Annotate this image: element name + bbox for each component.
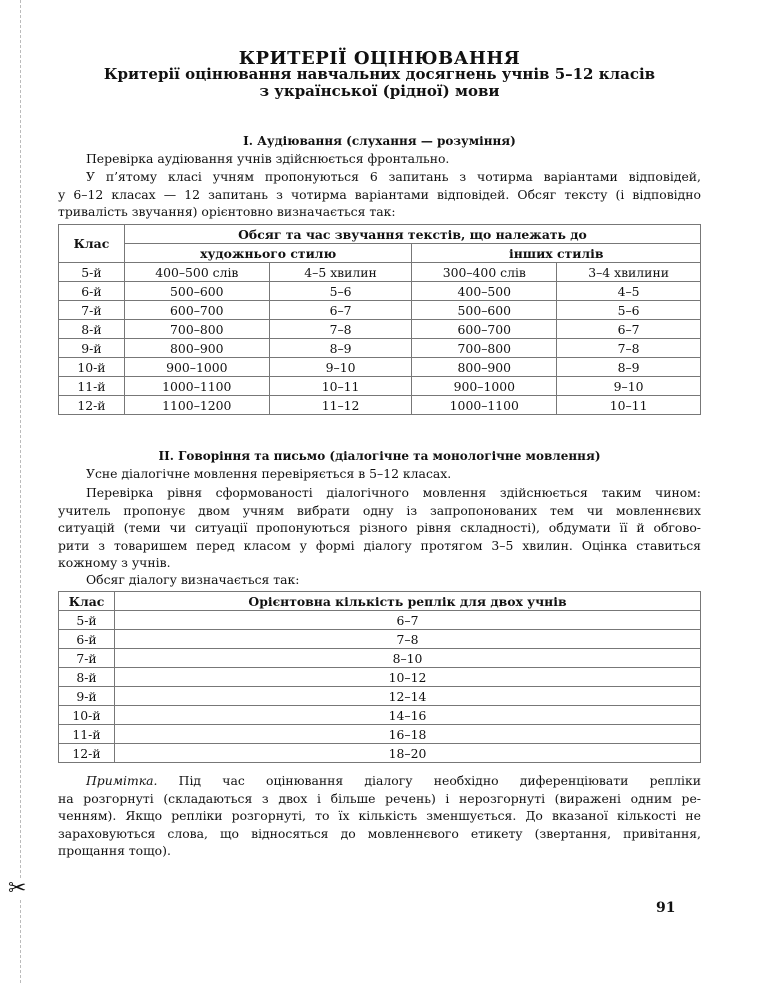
table-cell: 6–7: [269, 301, 412, 320]
table-cell: 12–14: [115, 687, 701, 706]
col-header-class: Клас: [59, 225, 125, 263]
cell-class: 7-й: [59, 301, 125, 320]
table-cell: 6–7: [557, 320, 701, 339]
table-cell: 9–10: [557, 377, 701, 396]
table-row: [59, 706, 701, 725]
page-number: 91: [656, 900, 676, 916]
table-cell: 400–500 слів: [124, 263, 269, 282]
table-cell: 5–6: [557, 301, 701, 320]
table-cell: 800–900: [124, 339, 269, 358]
section-2-para-2: [58, 484, 701, 572]
table-row: [59, 263, 701, 282]
table-cell: 800–900: [412, 358, 557, 377]
table-cell: 5–6: [269, 282, 412, 301]
section-2-para-3: Обсяг діалогу визначається так:: [86, 572, 300, 587]
text-line: ситуацій (теми чи ситуації пропонуються різного рівня складності), обдумати її й обгово-: [58, 520, 701, 536]
subtitle-line-2: з української (рідної) мови: [259, 82, 500, 100]
cell-class: 8-й: [59, 668, 115, 687]
table-row: [59, 725, 701, 744]
table-cell: 11–12: [269, 396, 412, 415]
table-cell: 7–8: [557, 339, 701, 358]
table-cell: 900–1000: [412, 377, 557, 396]
table-cell: 18–20: [115, 744, 701, 763]
dialogue-table: [58, 591, 701, 763]
table-cell: 10–11: [557, 396, 701, 415]
page-title: КРИТЕРІЇ ОЦІНЮВАННЯ: [238, 48, 521, 69]
table-cell: 6–7: [115, 611, 701, 630]
cut-line: [20, 0, 21, 983]
table-cell: 4–5 хвилин: [269, 263, 412, 282]
table-cell: 500–600: [412, 301, 557, 320]
table-cell: 600–700: [124, 301, 269, 320]
table-row: [59, 630, 701, 649]
cell-class: 6-й: [59, 282, 125, 301]
col-header-replicas: Орієнтовна кількість реплік для двох учнів: [115, 592, 701, 611]
table-cell: 4–5: [557, 282, 701, 301]
text-line: У п’ятому класі учням пропонуються 6 запитань з чотирма варіантами відповідей,: [86, 169, 701, 184]
cell-class: 6-й: [59, 630, 115, 649]
subtitle-line-1: Критерії оцінювання навчальних досягнень учнів 5–12 класів: [103, 65, 656, 83]
section-2-heading: ІІ. Говоріння та письмо (діалогічне та монологічне мовлення): [158, 449, 601, 463]
section-2-para-1: Усне діалогічне мовлення перевіряється в 5–12 класах.: [86, 466, 452, 481]
table-cell: 3–4 хвилини: [557, 263, 701, 282]
table-cell: 8–10: [115, 649, 701, 668]
section-1-para-2: [58, 168, 701, 221]
cell-class: 5-й: [59, 611, 115, 630]
cell-class: 9-й: [59, 687, 115, 706]
table-row: [59, 377, 701, 396]
section-1-para-1: Перевірка аудіювання учнів здійснюється фронтально.: [86, 151, 450, 166]
table-cell: 8–9: [557, 358, 701, 377]
col-header-art-style: художнього стилю: [124, 244, 412, 263]
table-cell: 14–16: [115, 706, 701, 725]
cell-class: 12-й: [59, 396, 125, 415]
note-text: Під час оцінювання діалогу необхідно диференціювати репліки: [157, 773, 701, 788]
note-paragraph: [58, 772, 701, 860]
page-subtitle: [58, 66, 701, 100]
table-cell: 7–8: [269, 320, 412, 339]
text-line: тривалість звучання) орієнтовно визначається так:: [58, 204, 396, 220]
table-row: [59, 358, 701, 377]
table-cell: 10–12: [115, 668, 701, 687]
note-label: Примітка.: [86, 773, 158, 788]
text-line: на розгорнуті (складаються з двох і більше речень) і нерозгорнуті (виражені одним ре-: [58, 790, 701, 806]
col-header-volume: Обсяг та час звучання текстів, що належать до: [124, 225, 700, 244]
table-cell: 500–600: [124, 282, 269, 301]
table-row: [59, 611, 701, 630]
cell-class: 10-й: [59, 706, 115, 725]
cell-class: 11-й: [59, 377, 125, 396]
col-header-other-styles: інших стилів: [412, 244, 701, 263]
cell-class: 7-й: [59, 649, 115, 668]
text-line: Перевірка рівня сформованості діалогічного мовлення здійснюється таким чином:: [86, 485, 701, 500]
text-line: кожному з учнів.: [58, 555, 171, 571]
table-row: [59, 668, 701, 687]
table-row: [59, 649, 701, 668]
table-cell: 700–800: [412, 339, 557, 358]
cell-class: 9-й: [59, 339, 125, 358]
audition-table: [58, 224, 701, 415]
text-line: рити з товаришем перед класом у формі діалогу протягом 3–5 хвилин. Оцінка ставиться: [58, 537, 701, 553]
text-line: у 6–12 класах — 12 запитань з чотирма варіантами відповідей. Обсяг тексту (і відповідно: [58, 186, 701, 202]
table-cell: 1000–1100: [124, 377, 269, 396]
table-row: [59, 687, 701, 706]
table-row: [59, 744, 701, 763]
cell-class: 10-й: [59, 358, 125, 377]
table-cell: 700–800: [124, 320, 269, 339]
table-cell: 7–8: [115, 630, 701, 649]
table-row: [59, 301, 701, 320]
table-cell: 9–10: [269, 358, 412, 377]
table-row: [59, 282, 701, 301]
col-header-class: Клас: [59, 592, 115, 611]
scissors-icon: ✂: [8, 876, 27, 901]
table-cell: 1100–1200: [124, 396, 269, 415]
table-row: [59, 320, 701, 339]
table-row: [59, 396, 701, 415]
cell-class: 12-й: [59, 744, 115, 763]
text-line: прощання тощо).: [58, 843, 171, 859]
cell-class: 8-й: [59, 320, 125, 339]
cell-class: 5-й: [59, 263, 125, 282]
dialogue-table-body: [59, 611, 701, 763]
table-cell: 1000–1100: [412, 396, 557, 415]
text-line: ченням). Якщо репліки розгорнуті, то їх кількість зменшується. До вказаної кількості не: [58, 808, 701, 824]
table-cell: 8–9: [269, 339, 412, 358]
text-line: учитель пропонує двом учням вибрати одну із запропонованих тем чи мовленнєвих: [58, 502, 701, 518]
table-cell: 10–11: [269, 377, 412, 396]
section-1-heading: І. Аудіювання (слухання — розуміння): [243, 134, 516, 148]
table-cell: 900–1000: [124, 358, 269, 377]
text-line: [58, 772, 701, 790]
cell-class: 11-й: [59, 725, 115, 744]
table-cell: 400–500: [412, 282, 557, 301]
text-line: зараховуються слова, що відносяться до мовленнєвого етикету (звертання, привітання,: [58, 825, 701, 841]
table-cell: 300–400 слів: [412, 263, 557, 282]
table-row: [59, 339, 701, 358]
table-cell: 600–700: [412, 320, 557, 339]
table-cell: 16–18: [115, 725, 701, 744]
audition-table-body: [59, 263, 701, 415]
